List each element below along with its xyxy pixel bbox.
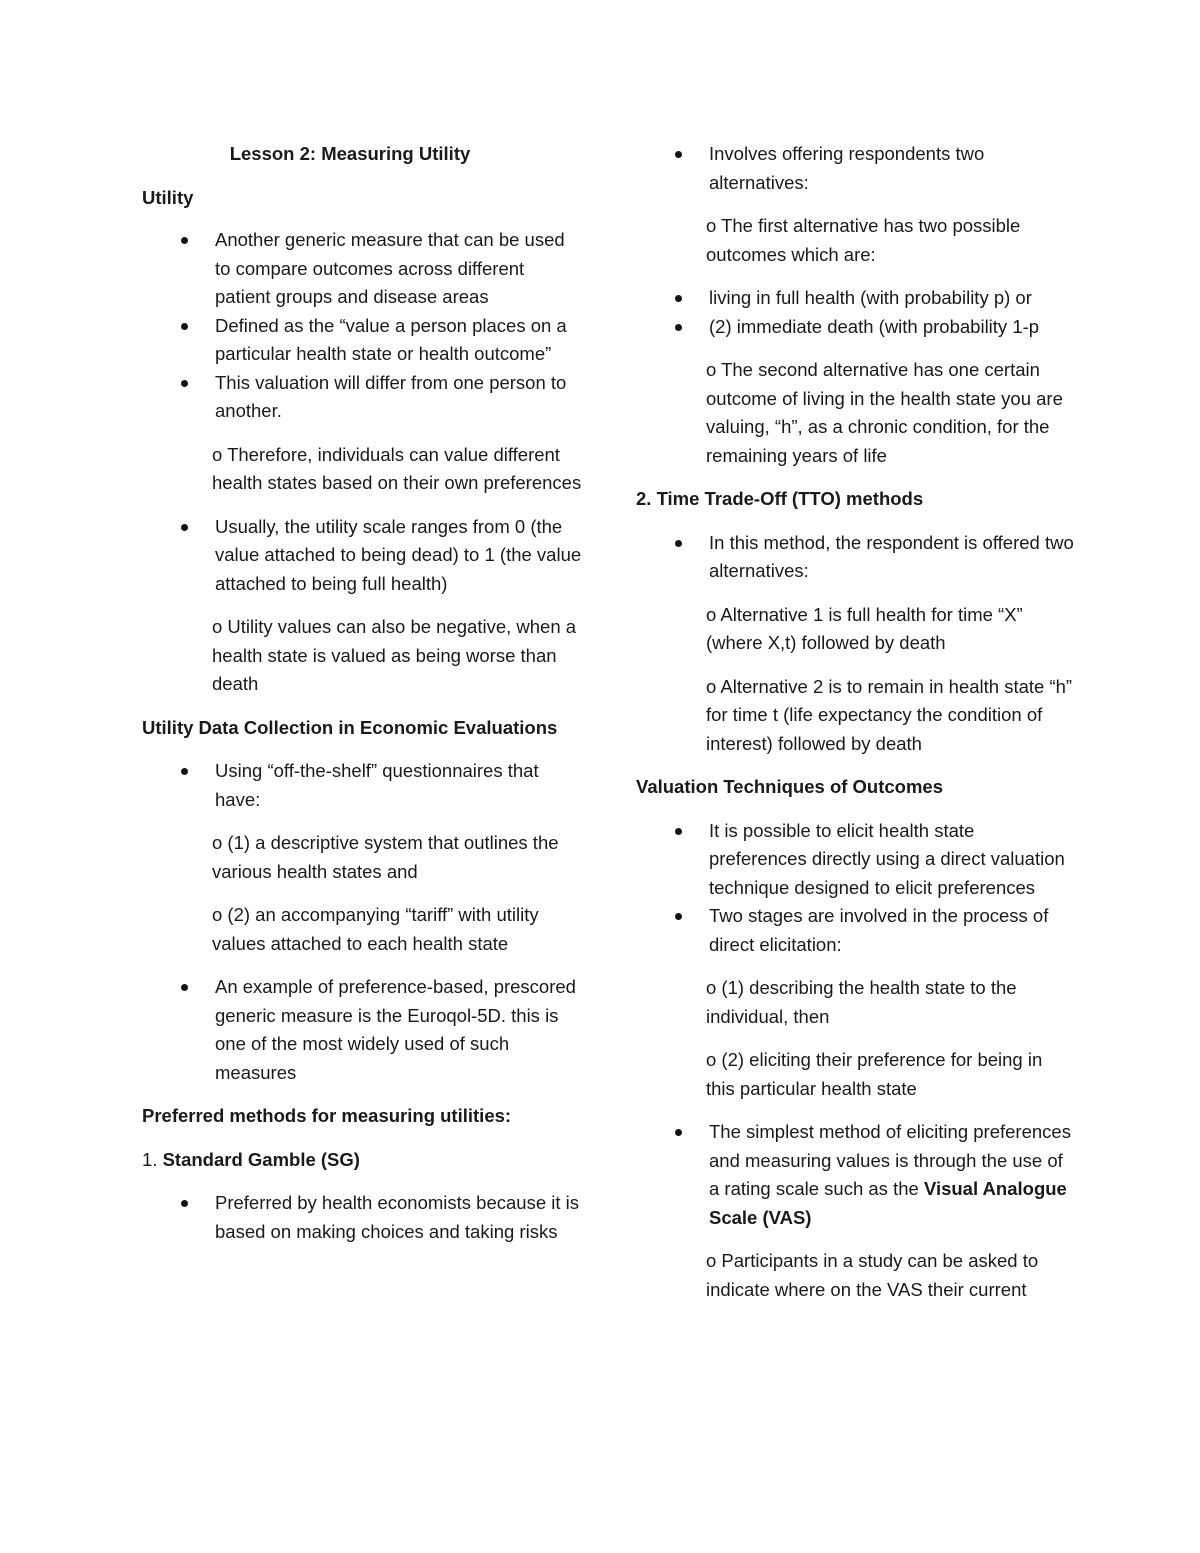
section-number: 1. xyxy=(142,1148,163,1170)
utility-bullet-list xyxy=(142,226,582,426)
page-title: Lesson 2: Measuring Utility xyxy=(229,143,471,164)
example-bullet-list xyxy=(142,973,582,1087)
heading-preferred-methods: Preferred methods for measuring utilities: xyxy=(142,1105,512,1126)
right-column xyxy=(636,140,1076,1319)
heading-data-collection: Utility Data Collection in Economic Evaluations xyxy=(142,716,558,738)
scale-bullet-list xyxy=(142,513,582,599)
left-column xyxy=(142,140,582,1246)
sub-point-first-alternative: o The first alternative has two possible outcomes which are: xyxy=(706,215,1021,265)
list-item: living in full health (with probability p) or xyxy=(636,284,1076,313)
list-item: Usually, the utility scale ranges from 0 (the value attached to being dead) to 1 (the value attached to being full health) xyxy=(142,513,582,599)
sub-point-participants: o Participants in a study can be asked to indicate where on the VAS their current xyxy=(706,1250,1039,1300)
sub-point-descriptive: o (1) a descriptive system that outlines the various health states and xyxy=(212,832,559,882)
sub-point-eliciting: o (2) eliciting their preference for being in this particular health state xyxy=(706,1049,1043,1099)
list-item: In this method, the respondent is offered two alternatives: xyxy=(636,529,1076,586)
sg-bullet-list xyxy=(142,1189,582,1246)
simplest-bullet-list xyxy=(636,1118,1076,1232)
heading-utility: Utility xyxy=(142,186,194,208)
heading-valuation-techniques: Valuation Techniques of Outcomes xyxy=(636,776,944,797)
sub-point-alternative-2: o Alternative 2 is to remain in health state “h” for time t (life expectancy the condition of interest) followed by death xyxy=(706,675,1073,754)
heading-standard-gamble xyxy=(142,1146,582,1175)
list-item: Involves offering respondents two alternatives: xyxy=(636,140,1076,197)
list-item: Defined as the “value a person places on a particular health state or health outcome” xyxy=(142,312,582,369)
list-item: Preferred by health economists because it is based on making choices and taking risks xyxy=(142,1189,582,1246)
list-item: Another generic measure that can be used to compare outcomes across different patient groups and disease areas xyxy=(142,226,582,312)
sub-point-therefore: o Therefore, individuals can value different health states based on their own preferences xyxy=(212,443,582,493)
outcomes-bullet-list xyxy=(636,284,1076,341)
tto-bullet-list xyxy=(636,529,1076,586)
heading-time-trade-off: 2. Time Trade-Off (TTO) methods xyxy=(636,488,924,509)
list-item: It is possible to elicit health state preferences directly using a direct valuation technique designed to elicit preferences xyxy=(636,817,1076,903)
sub-point-describing: o (1) describing the health state to the individual, then xyxy=(706,977,1017,1027)
valuation-bullet-list xyxy=(636,817,1076,960)
vas-term: Visual Analogue Scale (VAS) xyxy=(709,1178,1067,1228)
sub-point-alternative-1: o Alternative 1 is full health for time “X” (where X,t) followed by death xyxy=(706,603,1023,653)
list-item: Two stages are involved in the process of direct elicitation: xyxy=(636,902,1076,959)
sub-point-negative: o Utility values can also be negative, when a health state is valued as being worse than death xyxy=(212,616,577,694)
list-item-text: The simplest method of eliciting preferences and measuring values is through the use of a rating scale such as the xyxy=(709,1121,1071,1199)
list-item: Using “off-the-shelf” questionnaires that have: xyxy=(142,757,582,814)
section-title: Standard Gamble (SG) xyxy=(162,1148,360,1170)
list-item: An example of preference-based, prescored generic measure is the Euroqol-5D. this is one of the most widely used of such measures xyxy=(142,973,582,1087)
sub-point-tariff: o (2) an accompanying “tariff” with utility values attached to each health state xyxy=(212,904,539,954)
offshelf-bullet-list xyxy=(142,757,582,814)
list-item xyxy=(636,1118,1076,1232)
involves-bullet-list xyxy=(636,140,1076,197)
sub-point-second-alternative: o The second alternative has one certain outcome of living in the health state you are valuing, “h”, as a chronic condition, for the remaining years of life xyxy=(706,359,1063,466)
list-item: This valuation will differ from one person to another. xyxy=(142,369,582,426)
list-item: (2) immediate death (with probability 1-p xyxy=(636,313,1076,342)
